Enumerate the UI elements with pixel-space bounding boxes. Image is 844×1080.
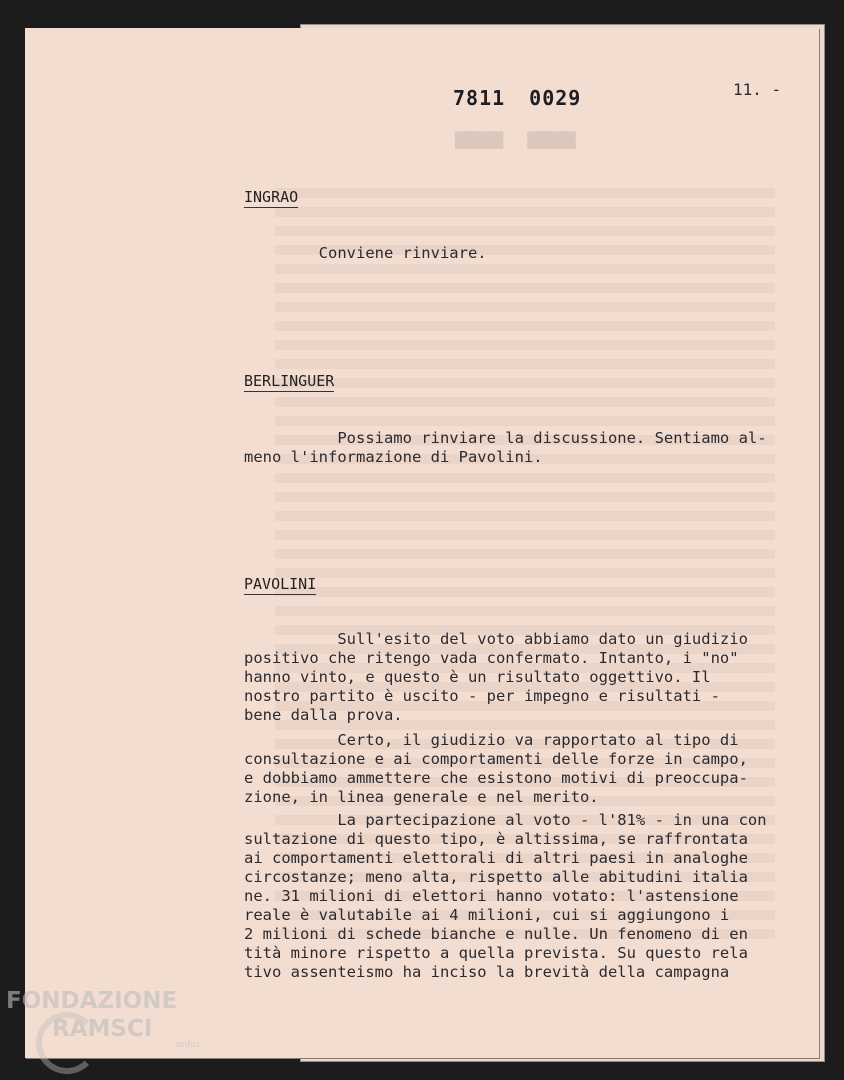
doc-code-a: 7811	[453, 86, 506, 110]
speaker-berlinguer: BERLINGUER	[244, 372, 335, 390]
watermark-line2: RAMSCI	[52, 1016, 153, 1042]
paragraph-pavolini-3: La partecipazione al voto - l'81% - in una con sultazione di questo tipo, è altissima, se raffrontata ai comportamenti elettorali di altri paesi in analoghe circostanze; meno alta, rispetto alle abitudini italia ne. 31 milioni di elettori hanno votato: l'astensione reale è valutabile ai 4 milioni, cui si aggiungono i 2 milioni di schede bianche e nulle. Un fenomeno di en tità minore rispetto a quella prevista. Su questo rela tivo assenteismo ha inciso la brevità della campagna	[244, 811, 767, 981]
watermark-line1: FONDAZIONE	[6, 988, 178, 1014]
document-page	[25, 28, 819, 1058]
fondazione-gramsci-watermark	[6, 988, 200, 1050]
doc-code-b: 0029	[529, 86, 582, 110]
bleed-through-text: ▆▆▆▆ ▆▆▆▆	[455, 125, 576, 149]
watermark-g-ring-icon	[36, 1012, 98, 1074]
paragraph-berlinguer: Possiamo rinviare la discussione. Sentiamo al- meno l'informazione di Pavolini.	[244, 429, 767, 466]
watermark-line3: onlus	[176, 1040, 201, 1050]
paragraph-ingrao: Conviene rinviare.	[244, 244, 487, 262]
speaker-pavolini: PAVOLINI	[244, 575, 317, 593]
paragraph-pavolini-1: Sull'esito del voto abbiamo dato un giudizio positivo che ritengo vada confermato. Intanto, i "no" hanno vinto, e questo è un risultato oggettivo. Il nostro partito è uscito - per impegno e risultati - bene dalla prova.	[244, 630, 748, 724]
document-code	[453, 86, 605, 110]
page-number: 11. -	[733, 80, 782, 99]
paragraph-pavolini-2: Certo, il giudizio va rapportato al tipo di consultazione e ai comportamenti delle forze in campo, e dobbiamo ammettere che esistono motivi di preoccupa- zione, in linea generale e nel merito.	[244, 731, 748, 806]
speaker-ingrao: INGRAO	[244, 188, 299, 206]
